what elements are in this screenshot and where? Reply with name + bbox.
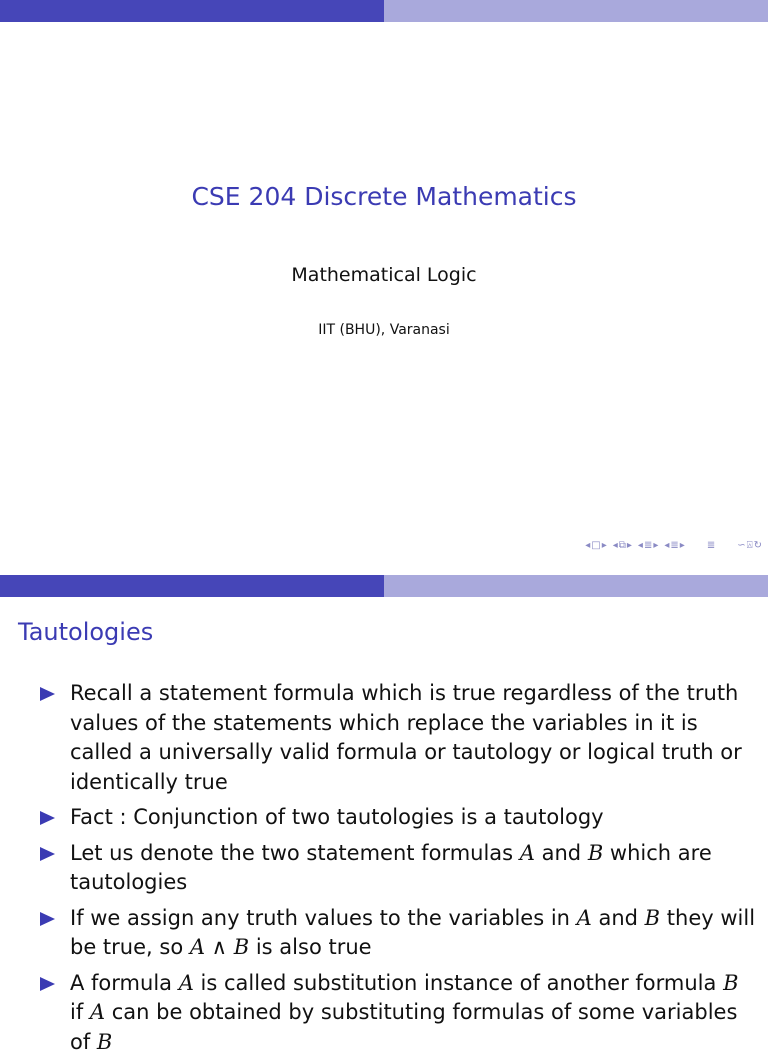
bullet-text: which are tautologies (70, 840, 712, 894)
nav-search-icon[interactable]: ⍓ (746, 539, 753, 551)
bullet-triangle-icon (40, 847, 55, 861)
math-variable: B (723, 970, 739, 995)
bullet-text: can be obtained by substituting formulas of some variables of (70, 1000, 738, 1054)
nav-section-prev-icon[interactable]: ◂ (664, 539, 670, 551)
nav-search-group[interactable] (737, 540, 762, 551)
bullet-text: if (70, 1000, 90, 1024)
nav-section-group[interactable] (664, 540, 684, 551)
bullet-item (40, 839, 756, 898)
presentation-subtitle: Mathematical Logic (291, 264, 477, 286)
nav-back-icon[interactable]: ∽ (737, 539, 746, 551)
header-bar-dark-segment (0, 575, 384, 597)
bullet-text: Let us denote the two statement formulas (70, 840, 520, 865)
bullet-text: A formula (70, 970, 179, 995)
math-variable: A (178, 970, 194, 995)
nav-align-icon[interactable]: ≣ (706, 539, 716, 551)
bullet-text: they will be true, so (70, 905, 756, 959)
math-variable: A (89, 1000, 106, 1024)
bullet-text: Fact : Conjunction of two tautologies is a tautology (70, 805, 604, 829)
header-bar-light-segment (384, 575, 768, 597)
frame-title: Tautologies (18, 618, 154, 646)
nav-forward-icon[interactable]: ↻ (753, 539, 762, 551)
bullet-text: and (534, 840, 588, 865)
nav-subsection-next-icon[interactable]: ▸ (653, 539, 659, 551)
nav-slide-group[interactable] (585, 540, 607, 551)
nav-slide-icon[interactable]: □ (591, 539, 601, 551)
nav-section-icon[interactable]: ≣ (670, 539, 679, 551)
bullet-item (40, 969, 756, 1058)
math-variable: B (587, 840, 604, 865)
bullet-triangle-icon (40, 912, 55, 926)
bullet-text: Recall a statement formula which is true regardless of the truth values of the statements which replace the variables in it is called a universally valid formula or tautology or logical truth or identically true (70, 681, 742, 794)
math-variable: B (644, 905, 661, 930)
nav-align-group[interactable] (707, 540, 715, 551)
nav-slide-next-icon[interactable]: ▸ (601, 539, 607, 551)
math-variable: A (519, 840, 535, 865)
bullet-triangle-icon (40, 977, 55, 991)
bullet-text: If we assign any truth values to the variables in (70, 905, 577, 930)
nav-subsection-group[interactable] (638, 540, 658, 551)
math-variable: A ∧ B (189, 935, 250, 959)
bullet-item (40, 803, 756, 833)
header-bar-dark-segment (0, 0, 384, 22)
content-slide (0, 575, 768, 1054)
nav-subsection-icon[interactable]: ≣ (643, 539, 653, 551)
math-variable: A (576, 905, 592, 930)
nav-frame-icon[interactable]: ⧉ (618, 539, 626, 551)
nav-slide-prev-icon[interactable]: ◂ (585, 539, 591, 551)
nav-subsection-prev-icon[interactable]: ◂ (637, 539, 643, 551)
nav-frame-group[interactable] (613, 540, 632, 551)
nav-frame-prev-icon[interactable]: ◂ (612, 539, 618, 551)
math-variable: B (96, 1029, 113, 1054)
bullet-text: is also true (249, 935, 372, 959)
presentation-institute: IIT (BHU), Varanasi (318, 322, 450, 338)
nav-frame-next-icon[interactable]: ▸ (626, 539, 632, 551)
presentation-title: CSE 204 Discrete Mathematics (191, 182, 577, 211)
bullet-text: is called substitution instance of another formula (193, 970, 724, 995)
header-bar (0, 0, 768, 22)
beamer-navigation-symbols (581, 537, 762, 553)
header-bar (0, 575, 768, 597)
nav-section-next-icon[interactable]: ▸ (679, 539, 685, 551)
bullet-item (40, 904, 756, 963)
bullet-triangle-icon (40, 811, 55, 825)
bullet-item (40, 679, 756, 797)
bullet-list (40, 679, 756, 1063)
header-bar-light-segment (384, 0, 768, 22)
bullet-triangle-icon (40, 687, 55, 701)
bullet-text: and (591, 905, 645, 930)
